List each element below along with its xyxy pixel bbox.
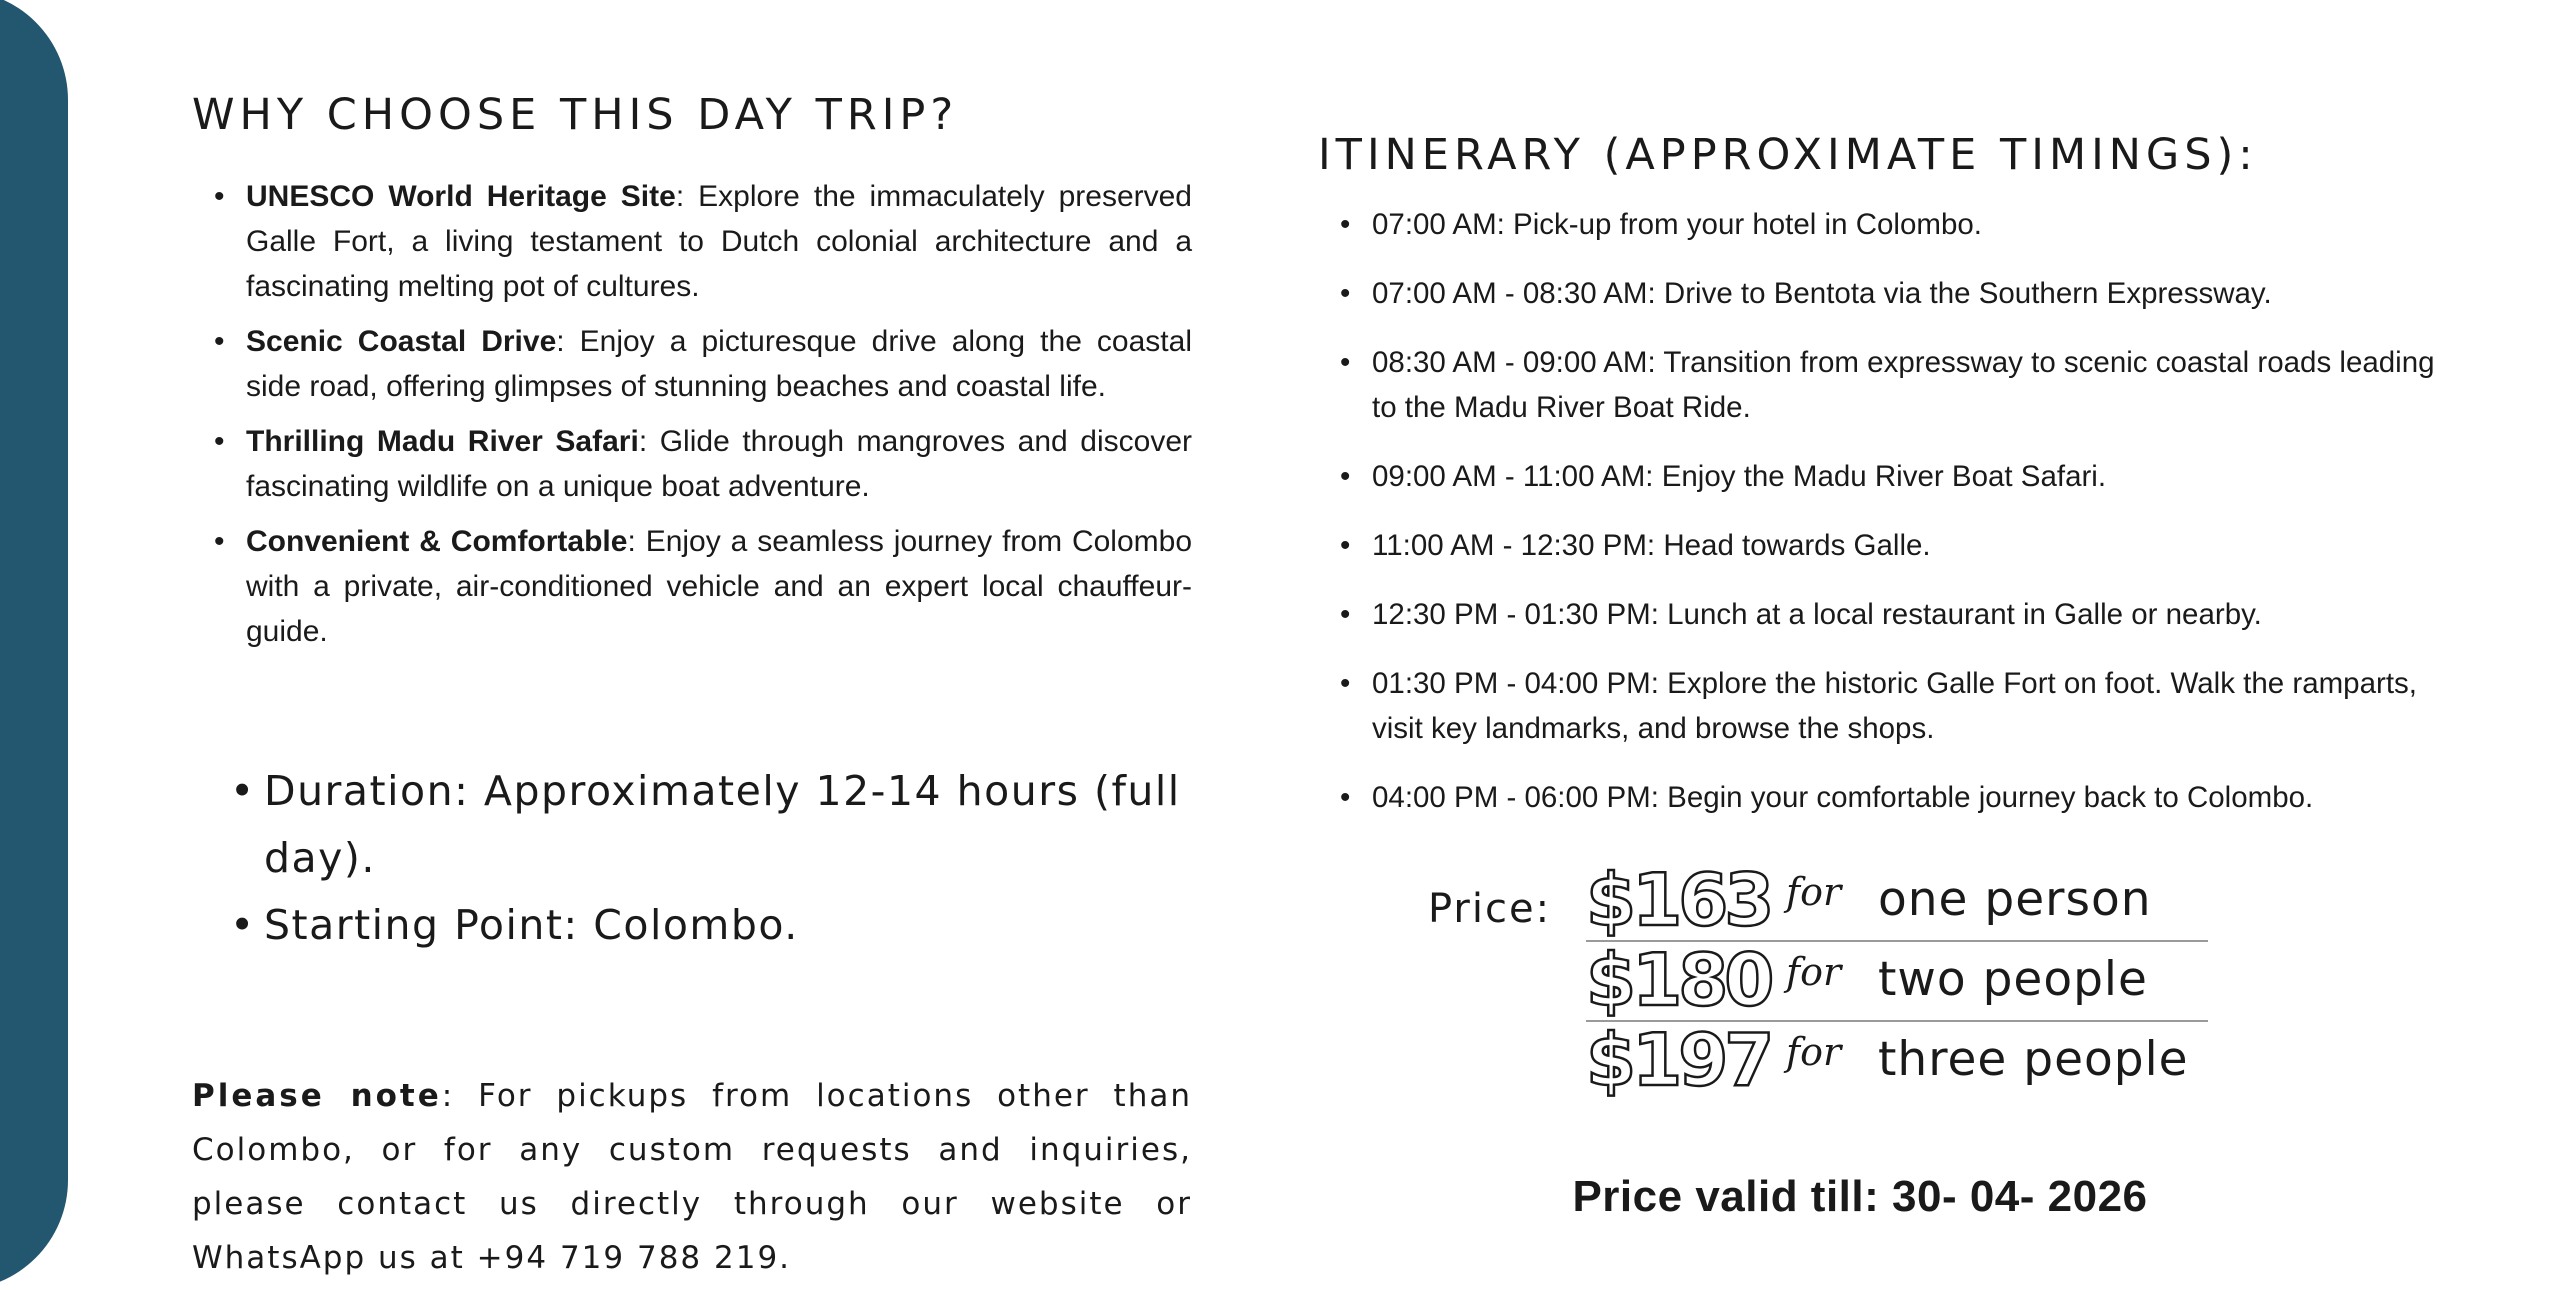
price-amount: $163 [1586, 858, 1771, 942]
price-for: for [1786, 950, 1842, 994]
side-decorative-band [0, 0, 68, 1290]
why-section [192, 90, 1192, 959]
itinerary-section [1318, 130, 2438, 844]
price-for: for [1786, 870, 1842, 914]
why-item-heading: UNESCO World Heritage Site [246, 180, 676, 213]
why-item-text: : Enjoy a picturesque drive along the coastal side road, offering glimpses of stunning beaches and coastal life. [246, 325, 1192, 403]
why-item-text: : Enjoy a seamless journey from Colombo with a private, air-conditioned vehicle and an expert local chauffeur-guide. [246, 525, 1193, 648]
why-item-river-safari [214, 419, 1192, 509]
itinerary-item: • 12:30 PM - 01:30 PM: Lunch at a local restaurant in Galle or nearby. [1340, 592, 2438, 637]
why-item-coastal-drive [214, 319, 1192, 409]
itinerary-item: • 08:30 AM - 09:00 AM: Transition from expressway to scenic coastal roads leading to the Madu River Boat Ride. [1340, 340, 2438, 430]
price-valid-until: Price valid till: 30- 04- 2026 [1572, 1172, 2148, 1221]
price-amount: $180 [1586, 938, 1771, 1022]
duration-info: • Duration: Approximately 12-14 hours (full day). [230, 758, 1192, 892]
itinerary-title: ITINERARY (APPROXIMATE TIMINGS): [1318, 130, 2258, 180]
itinerary-item: • 09:00 AM - 11:00 AM: Enjoy the Madu River Boat Safari. [1340, 454, 2438, 499]
please-note [192, 1069, 1192, 1285]
price-for: for [1786, 1030, 1842, 1074]
price-group: two people [1878, 952, 2148, 1007]
itinerary-list [1340, 202, 2438, 820]
price-row-one-person [1586, 860, 2208, 942]
why-item-heading: Convenient & Comfortable [246, 525, 628, 558]
trip-info-list [230, 758, 1192, 959]
starting-point-info: • Starting Point: Colombo. [230, 892, 1192, 959]
price-row-two-people [1586, 940, 2208, 1022]
why-title: WHY CHOOSE THIS DAY TRIP? [192, 90, 959, 140]
why-item-comfort [214, 519, 1192, 654]
itinerary-item: • 01:30 PM - 04:00 PM: Explore the historic Galle Fort on foot. Walk the ramparts, visit key landmarks, and browse the shops. [1340, 661, 2438, 751]
itinerary-item: • 04:00 PM - 06:00 PM: Begin your comfortable journey back to Colombo. [1340, 775, 2438, 820]
why-item-heading: Thrilling Madu River Safari [246, 425, 639, 458]
why-item-heading: Scenic Coastal Drive [246, 325, 557, 358]
price-table [1428, 860, 2208, 1100]
note-text: : For pickups from locations other than Colombo, or for any custom requests and inquiries, please contact us directly through our website or WhatsApp us at +94 719 788 219. [192, 1078, 1192, 1276]
price-row-three-people [1586, 1020, 2208, 1100]
itinerary-item: • 07:00 AM - 08:30 AM: Drive to Bentota via the Southern Expressway. [1340, 271, 2438, 316]
price-group: one person [1878, 872, 2152, 927]
why-item-unesco [214, 174, 1192, 309]
itinerary-item: • 07:00 AM: Pick-up from your hotel in Colombo. [1340, 202, 2438, 247]
itinerary-item: • 11:00 AM - 12:30 PM: Head towards Galle. [1340, 523, 2438, 568]
price-label: Price: [1428, 886, 1552, 932]
price-group: three people [1878, 1032, 2189, 1087]
why-list [214, 174, 1192, 654]
why-item-text: : Explore the immaculately preserved Galle Fort, a living testament to Dutch colonial architecture and a fascinating melting pot of cultures. [246, 180, 1192, 303]
note-heading: Please note [192, 1078, 442, 1114]
price-amount: $197 [1586, 1018, 1771, 1102]
why-item-text: : Glide through mangroves and discover fascinating wildlife on a unique boat adventure. [246, 425, 1192, 503]
